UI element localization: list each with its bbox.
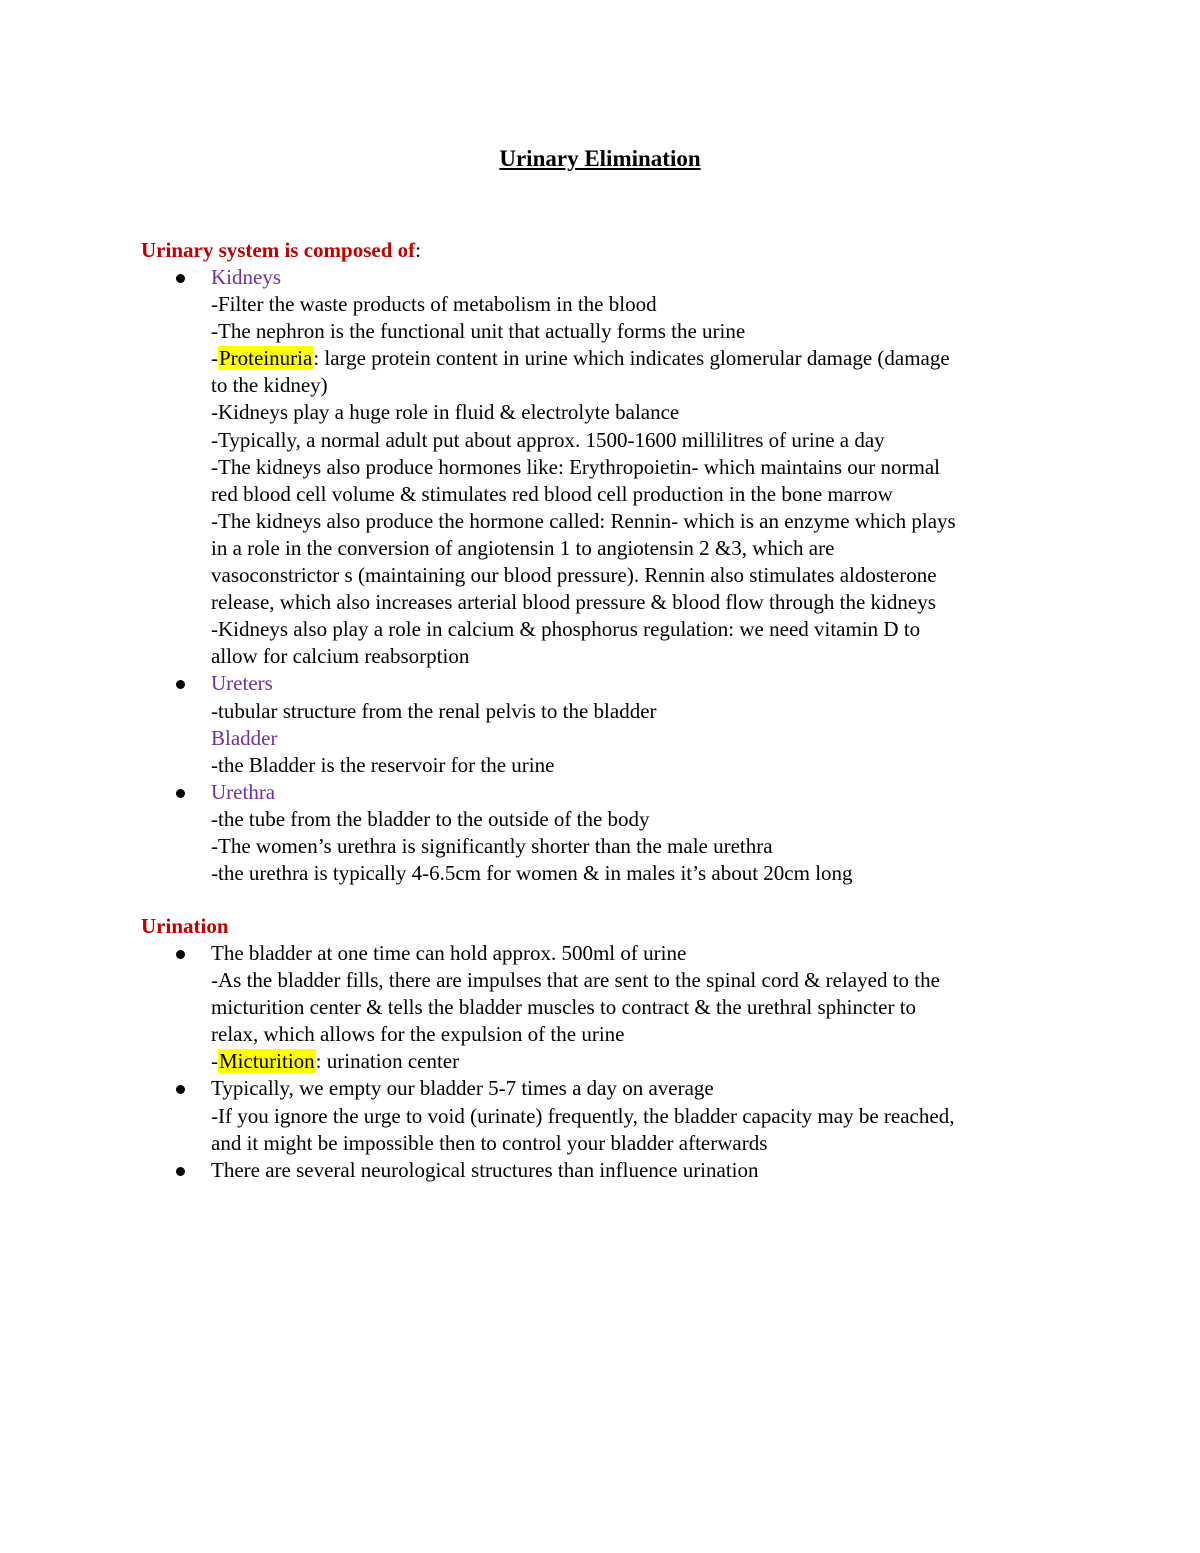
item-text: There are several neurological structures than influence urination bbox=[211, 1157, 759, 1182]
item-label: Urethra bbox=[211, 779, 276, 804]
text-line: -the Bladder is the reservoir for the urine bbox=[211, 752, 555, 777]
bullet-icon bbox=[176, 680, 185, 689]
text-line: relax, which allows for the expulsion of the urine bbox=[211, 1022, 625, 1047]
text-line: red blood cell volume & stimulates red blood cell production in the bone marrow bbox=[211, 481, 893, 506]
line-text: : urination center bbox=[315, 1049, 460, 1074]
text-line: -As the bladder fills, there are impulses that are sent to the spinal cord & relayed to the bbox=[211, 968, 940, 993]
text-line: in a role in the conversion of angiotensin 1 to angiotensin 2 &3, which are bbox=[211, 535, 835, 560]
text-line: -the urethra is typically 4-6.5cm for women & in males it’s about 20cm long bbox=[211, 861, 853, 886]
item-label: Kidneys bbox=[211, 265, 281, 289]
text-line: -tubular structure from the renal pelvis to the bladder bbox=[211, 698, 657, 723]
highlighted-term: Micturition bbox=[219, 1049, 315, 1074]
section-heading-colon: : bbox=[415, 238, 421, 262]
text-line: -The kidneys also produce the hormone called: Rennin- which is an enzyme which plays bbox=[211, 508, 956, 533]
item-text: Typically, we empty our bladder 5-7 times a day on average bbox=[211, 1076, 714, 1101]
text-line: -If you ignore the urge to void (urinate) frequently, the bladder capacity may be reached, bbox=[211, 1103, 955, 1128]
bullet-icon bbox=[176, 950, 185, 959]
bullet-icon bbox=[176, 789, 185, 798]
section-heading-urination: Urination bbox=[141, 914, 229, 938]
highlighted-term: Proteinuria bbox=[219, 346, 313, 371]
list-item bbox=[141, 670, 1061, 778]
text-line: vasoconstrictor s (maintaining our blood pressure). Rennin also stimulates aldosterone bbox=[211, 563, 937, 588]
text-line bbox=[211, 1048, 1061, 1075]
bullet-icon bbox=[176, 1167, 185, 1176]
line-prefix: - bbox=[211, 346, 218, 371]
list-item bbox=[141, 1075, 1061, 1156]
text-line: and it might be impossible then to control your bladder afterwards bbox=[211, 1130, 768, 1155]
line-text: : large protein content in urine which indicates glomerular damage (damage bbox=[313, 346, 950, 371]
sub-item-label: Bladder bbox=[211, 725, 278, 750]
line-prefix: - bbox=[211, 1049, 218, 1074]
text-line: -Kidneys also play a role in calcium & phosphorus regulation: we need vitamin D to bbox=[211, 617, 921, 642]
text-line: -Filter the waste products of metabolism in the blood bbox=[211, 292, 657, 317]
section-urinary-system bbox=[141, 237, 1061, 887]
text-line: micturition center & tells the bladder muscles to contract & the urethral sphincter to bbox=[211, 995, 917, 1020]
item-text: The bladder at one time can hold approx. 500ml of urine bbox=[211, 941, 687, 965]
text-line: to the kidney) bbox=[211, 373, 328, 398]
text-line: -Typically, a normal adult put about approx. 1500-1600 millilitres of urine a day bbox=[211, 427, 885, 452]
section-heading-text: Urinary system is composed of bbox=[141, 238, 416, 262]
text-line: -The nephron is the functional unit that actually forms the urine bbox=[211, 319, 746, 344]
page-title: Urinary Elimination bbox=[499, 146, 701, 171]
list-item bbox=[141, 264, 1061, 670]
text-line: -The kidneys also produce hormones like: Erythropoietin- which maintains our normal bbox=[211, 454, 940, 479]
text-line: allow for calcium reabsorption bbox=[211, 644, 470, 669]
text-line: release, which also increases arterial blood pressure & blood flow through the kidneys bbox=[211, 590, 936, 615]
bullet-icon bbox=[176, 274, 185, 283]
section-urination bbox=[141, 913, 1061, 1184]
bullet-icon bbox=[176, 1085, 185, 1094]
section-heading-urinary-system bbox=[141, 237, 1061, 264]
text-line: -The women’s urethra is significantly shorter than the male urethra bbox=[211, 833, 773, 858]
list-item bbox=[141, 940, 1061, 1075]
urination-list bbox=[141, 940, 1061, 1184]
list-item bbox=[141, 779, 1061, 887]
text-line: -the tube from the bladder to the outside of the body bbox=[211, 806, 650, 831]
urinary-system-list bbox=[141, 264, 1061, 887]
list-item bbox=[141, 1157, 1061, 1184]
item-label: Ureters bbox=[211, 671, 273, 696]
text-line bbox=[211, 345, 1061, 372]
text-line: -Kidneys play a huge role in fluid & electrolyte balance bbox=[211, 400, 680, 425]
